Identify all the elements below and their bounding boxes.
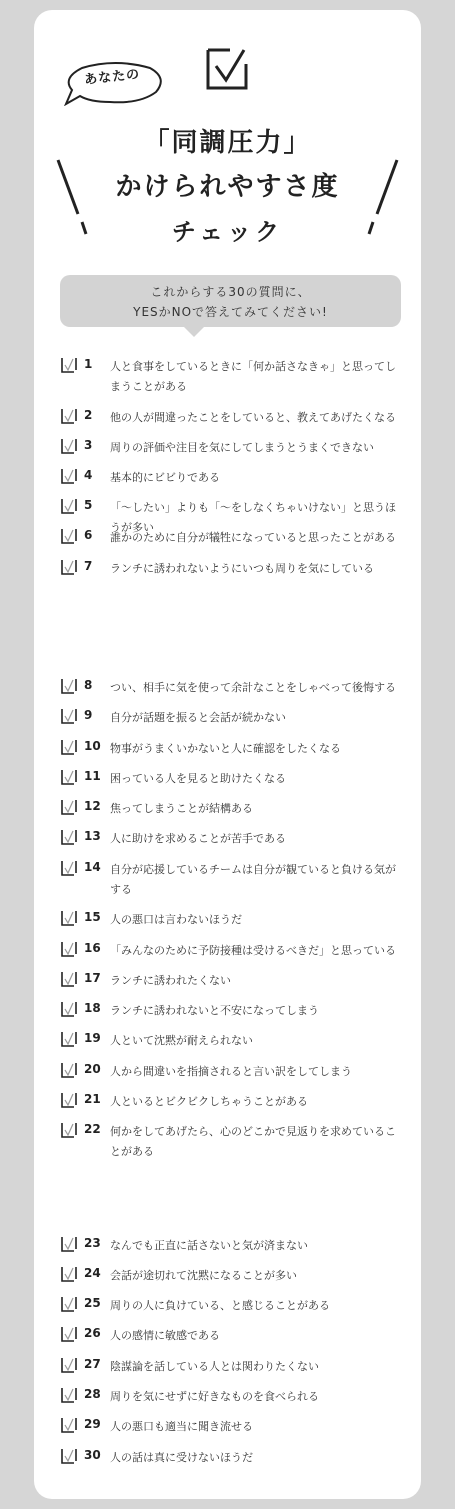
question-text: 会話が途切れて沈黙になることが多い: [110, 1269, 297, 1282]
checkbox-icon[interactable]: [60, 768, 78, 786]
intro-tail: [184, 327, 204, 337]
question-text: 困っている人を見ると助けたくなる: [110, 772, 286, 785]
question-number: 30: [84, 1448, 101, 1462]
question-text: つい、相手に気を使って余計なことをしゃべって後悔する: [110, 681, 396, 694]
checkbox-icon[interactable]: [60, 1447, 78, 1465]
question-number: 27: [84, 1357, 101, 1371]
question-number: 16: [84, 941, 101, 955]
checkbox-icon[interactable]: [60, 1030, 78, 1048]
question-number: 17: [84, 971, 101, 985]
question-number: 6: [84, 528, 93, 542]
checkbox-icon[interactable]: [60, 467, 78, 485]
question-text: ランチに誘われないと不安になってしまう: [110, 1004, 319, 1017]
intro-box: [60, 275, 401, 327]
question-text: 基本的にビビりである: [110, 471, 220, 484]
question-number: 29: [84, 1417, 101, 1431]
question-text: 自分が応援しているチームは自分が観ていると負ける気がする: [110, 863, 396, 896]
question-text: 人の悪口は言わないほうだ: [110, 913, 242, 926]
question-number: 7: [84, 559, 93, 573]
checkbox-icon[interactable]: [60, 1061, 78, 1079]
checkbox-icon[interactable]: [60, 1416, 78, 1434]
title-line-3: チェック: [171, 218, 284, 246]
question-number: 1: [84, 357, 93, 371]
question-text: 「～したい」よりも「～をしなくちゃいけない」と思うほうが多い: [110, 501, 396, 534]
question-number: 23: [84, 1236, 101, 1250]
checkbox-icon: [204, 44, 252, 92]
title-line-1: 「同調圧力」: [143, 128, 312, 158]
question-number: 14: [84, 860, 101, 874]
bubble-text: あなたの: [83, 67, 141, 88]
question-number: 25: [84, 1296, 101, 1310]
question-text: ランチに誘われないようにいつも周りを気にしている: [110, 562, 374, 575]
checkbox-icon[interactable]: [60, 677, 78, 695]
checkbox-icon[interactable]: [60, 356, 78, 374]
question-text: 人の感情に敏感である: [110, 1329, 220, 1342]
question-text: 周りの評価や注目を気にしてしまうとうまくできない: [110, 441, 374, 454]
right-accent-lines: [361, 158, 401, 238]
question-text: 人の話は真に受けないほうだ: [110, 1451, 253, 1464]
question-text: 周りを気にせずに好きなものを食べられる: [110, 1390, 319, 1403]
question-text: 人といるとビクビクしちゃうことがある: [110, 1095, 308, 1108]
question-number: 26: [84, 1326, 101, 1340]
question-number: 24: [84, 1266, 101, 1280]
question-text: ランチに誘われたくない: [110, 974, 231, 987]
question-text: 人と食事をしているときに「何か話さなきゃ」と思ってしまうことがある: [110, 360, 396, 393]
question-text: 「みんなのために予防接種は受けるべきだ」と思っている: [110, 944, 396, 957]
question-text: 人といて沈黙が耐えられない: [110, 1034, 253, 1047]
checkbox-icon[interactable]: [60, 1235, 78, 1253]
checkbox-icon[interactable]: [60, 558, 78, 576]
question-number: 20: [84, 1062, 101, 1076]
question-number: 21: [84, 1092, 101, 1106]
question-text: 人から間違いを指摘されると言い訳をしてしまう: [110, 1065, 352, 1078]
question-number: 18: [84, 1001, 101, 1015]
intro-line-1: これからする30の質問に、: [150, 285, 311, 299]
question-number: 13: [84, 829, 101, 843]
checkbox-icon[interactable]: [60, 1121, 78, 1139]
checkbox-icon[interactable]: [60, 1295, 78, 1313]
checkbox-icon[interactable]: [60, 970, 78, 988]
question-number: 8: [84, 678, 93, 692]
checkbox-icon[interactable]: [60, 1356, 78, 1374]
question-number: 15: [84, 910, 101, 924]
checkbox-icon[interactable]: [60, 1265, 78, 1283]
checkbox-icon[interactable]: [60, 1000, 78, 1018]
question-text: 周りの人に負けている、と感じることがある: [110, 1299, 330, 1312]
question-text: 人に助けを求めることが苦手である: [110, 832, 286, 845]
question-text: 物事がうまくいかないと人に確認をしたくなる: [110, 742, 341, 755]
checkbox-icon[interactable]: [60, 859, 78, 877]
question-text: 自分が話題を振ると会話が続かない: [110, 711, 286, 724]
checklist-card: [34, 10, 421, 1499]
intro-line-2: YESかNOで答えてみてください!: [133, 305, 328, 319]
checkbox-icon[interactable]: [60, 437, 78, 455]
question-text: 他の人が間違ったことをしていると、教えてあげたくなる: [110, 411, 396, 424]
question-text: 人の悪口も適当に聞き流せる: [110, 1420, 253, 1433]
question-text: 何かをしてあげたら、心のどこかで見返りを求めていることがある: [110, 1125, 396, 1158]
checkbox-icon[interactable]: [60, 798, 78, 816]
question-number: 19: [84, 1031, 101, 1045]
checkbox-icon[interactable]: [60, 497, 78, 515]
question-number: 22: [84, 1122, 101, 1136]
question-number: 5: [84, 498, 93, 512]
question-number: 2: [84, 408, 93, 422]
question-text: 焦ってしまうことが結構ある: [110, 802, 253, 815]
question-number: 9: [84, 708, 93, 722]
title-line-2: かけられやすさ度: [115, 172, 340, 202]
checkbox-icon[interactable]: [60, 738, 78, 756]
question-number: 28: [84, 1387, 101, 1401]
question-number: 3: [84, 438, 93, 452]
question-number: 12: [84, 799, 101, 813]
question-text: なんでも正直に話さないと気が済まない: [110, 1239, 308, 1252]
checkbox-icon[interactable]: [60, 707, 78, 725]
header: [34, 10, 421, 260]
checkbox-icon[interactable]: [60, 940, 78, 958]
checkbox-icon[interactable]: [60, 1325, 78, 1343]
question-number: 4: [84, 468, 93, 482]
checkbox-icon[interactable]: [60, 1091, 78, 1109]
checkbox-icon[interactable]: [60, 407, 78, 425]
checkbox-icon[interactable]: [60, 1386, 78, 1404]
question-text: 誰かのために自分が犠牲になっていると思ったことがある: [110, 531, 396, 544]
checkbox-icon[interactable]: [60, 828, 78, 846]
checkbox-icon[interactable]: [60, 527, 78, 545]
question-text: 陰謀論を話している人とは関わりたくない: [110, 1360, 319, 1373]
question-number: 11: [84, 769, 101, 783]
checkbox-icon[interactable]: [60, 909, 78, 927]
question-number: 10: [84, 739, 101, 753]
left-accent-lines: [54, 158, 94, 238]
